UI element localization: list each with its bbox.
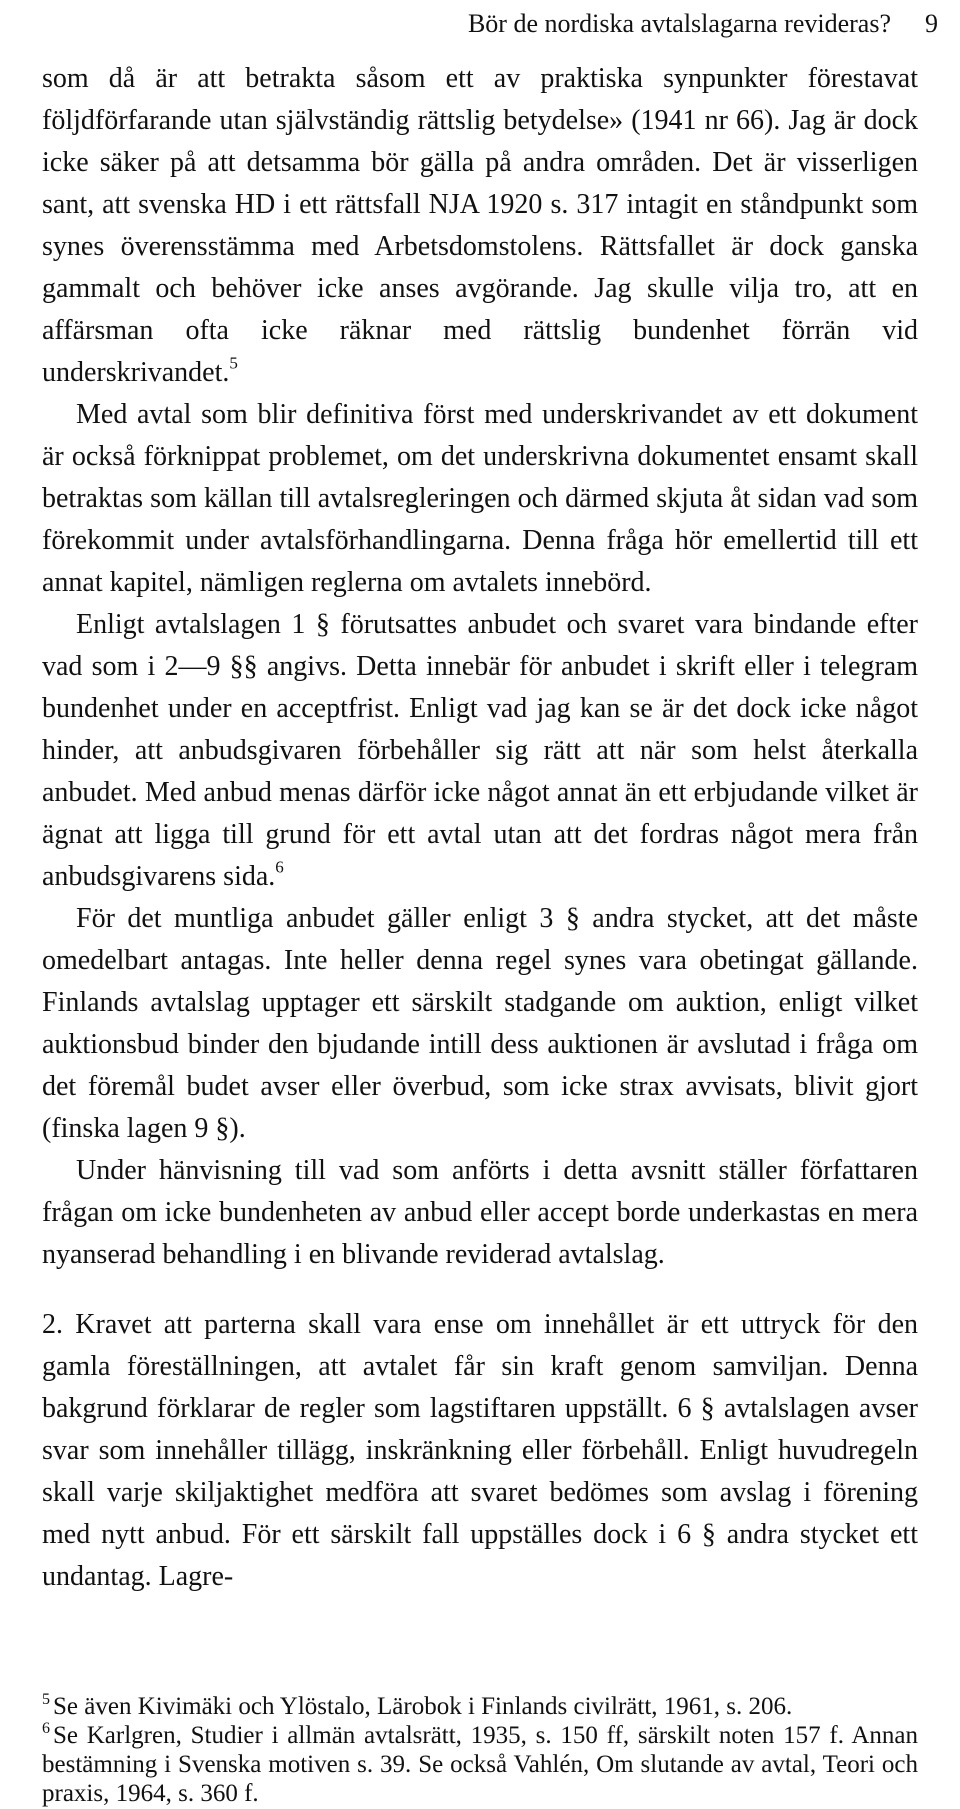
footnote: [42, 1721, 918, 1808]
footnote-text: Se Karlgren, Studier i allmän avtalsrätt, 1935, s. 150 ff, särskilt noten 157 f. Annan bestämning i Svenska motiven s. 39. Se också Vahlén, Om slutande av avtal, Teori och praxis, 1964, s. 360 f.: [42, 1722, 918, 1807]
paragraph-text: Enligt avtalslagen 1 § förutsattes anbudet och svaret vara bindande efter vad som i 2—9 §§ angivs. Detta innebär för anbudet i skrift eller i telegram bundenhet under en acceptfrist. Enligt vad jag kan se är det dock icke något hinder, att anbudsgivaren förbehåller sig rätt att när som helst återkalla anbudet. Med anbud menas därför icke något annat än ett erbjudande vilket är ägnat att ligga till grund för ett avtal utan att det fordras något mera från anbudsgivarens sida.: [42, 609, 918, 892]
footnote-mark: 6: [42, 1719, 50, 1737]
paragraph-text: som då är att betrakta såsom ett av praktiska synpunkter förestavat följdförfarande utan självständig rättslig betydelse» (1941 nr 66). Jag är dock icke säker på att detsamma bör gälla på andra områden. Det är visserligen sant, att svenska HD i ett rättsfall NJA 1920 s. 317 intagit en ståndpunkt som synes överensstämma med Arbetsdomstolens. Rättsfallet är dock ganska gammalt och behöver icke anses avgörande. Jag skulle vilja tro, att en affärsman ofta icke räknar med rättslig bundenhet förrän vid underskrivandet.: [42, 63, 918, 388]
footnote-text: Se även Kivimäki och Ylöstalo, Lärobok i Finlands civilrätt, 1961, s. 206.: [53, 1693, 793, 1720]
footnote-reference: 5: [229, 353, 238, 373]
footnotes: [42, 1692, 918, 1808]
paragraph-text: Med avtal som blir definitiva först med underskrivandet av ett dokument är också förknippat problemet, om det underskrivna dokumentet ensamt skall betraktas som källan till avtalsregleringen och därmed skjuta åt sidan vad som förekommit under avtalsförhandlingarna. Denna fråga hör emellertid till ett annat kapitel, nämligen reglerna om avtalets innebörd.: [42, 399, 918, 598]
paragraph-text: För det muntliga anbudet gäller enligt 3 § andra stycket, att det måste omedelbart antagas. Inte heller denna regel synes vara obetingat gällande. Finlands avtalslag upptager ett särskilt stadgande om auktion, enligt vilket auktionsbud binder den bjudande intill dess auktionen är avslutad i fråga om det föremål budet avser eller överbud, som icke strax avvisats, blivit gjort (finska lagen 9 §).: [42, 903, 918, 1144]
footnote-mark: 5: [42, 1690, 50, 1708]
body-text: [42, 58, 918, 1598]
paragraph: [42, 604, 918, 898]
paragraph: [42, 898, 918, 1150]
paragraph-continuation: [42, 58, 918, 394]
running-header: [0, 4, 960, 44]
footnote-reference: 6: [275, 857, 284, 877]
running-title: Bör de nordiska avtalslagarna revideras?: [467, 9, 891, 38]
paragraph-text: 2. Kravet att parterna skall vara ense om innehållet är ett uttryck för den gamla föreställningen, att avtalet får sin kraft genom samviljan. Denna bakgrund förklarar de regler som lagstiftaren uppställt. 6 § avtalslagen avser svar som innehåller tillägg, inskränkning eller förbehåll. Enligt huvudregeln skall varje skiljaktighet medföra att svaret bedömes som avslag i förening med nytt anbud. För ett särskilt fall uppställes dock i 6 § andra stycket ett undantag. Lagre-: [42, 1309, 918, 1592]
paragraph-text: Under hänvisning till vad som anförts i detta avsnitt ställer författaren frågan om icke bundenheten av anbud eller accept borde underkastas en mera nyanserad behandling i en blivande reviderad avtalslag.: [42, 1155, 918, 1270]
numbered-section-paragraph: [42, 1304, 918, 1598]
paragraph: [42, 394, 918, 604]
page-number: 9: [925, 9, 938, 38]
paragraph: [42, 1150, 918, 1276]
footnote: [42, 1692, 918, 1721]
